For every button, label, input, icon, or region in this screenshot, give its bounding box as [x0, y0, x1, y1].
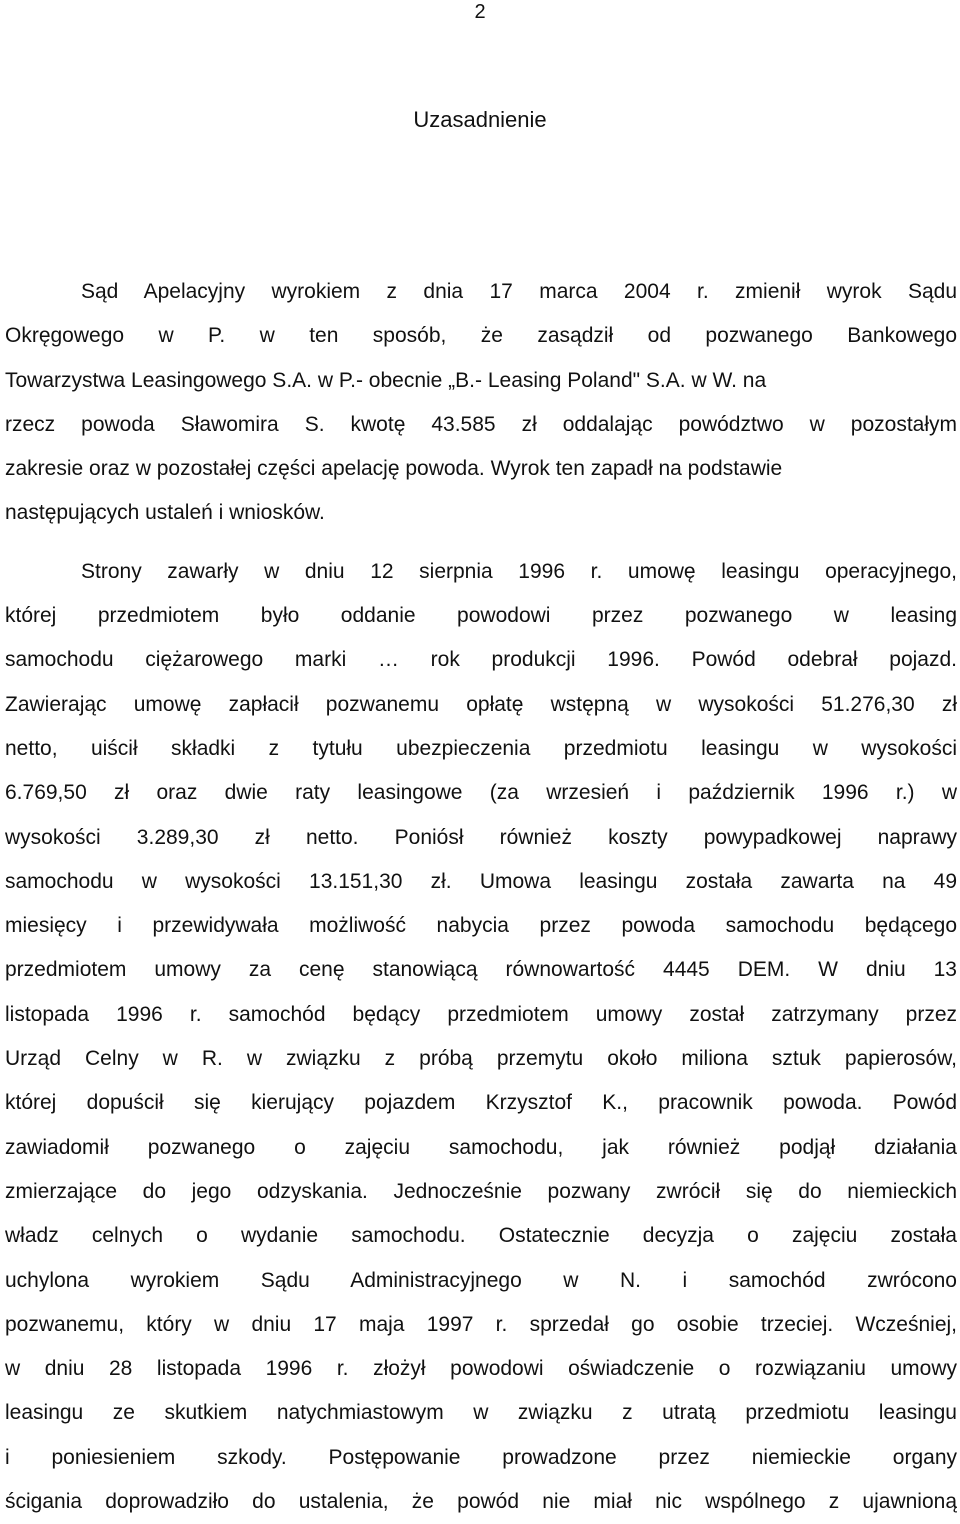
text-line: ścigania doprowadziło do ustalenia, że powód nie miał nic wspólnego z ujawnioną	[5, 1490, 957, 1514]
text-line: samochodu ciężarowego marki … rok produkcji 1996. Powód odebrał pojazd.	[5, 648, 957, 672]
text-line: samochodu w wysokości 13.151,30 zł. Umowa leasingu została zawarta na 49	[5, 869, 957, 893]
text-line: przedmiotem umowy za cenę stanowiącą równowartość 4445 DEM. W dniu 13	[5, 958, 957, 982]
text-line: w dniu 28 listopada 1996 r. złożył powodowi oświadczenie o rozwiązaniu umowy	[5, 1357, 957, 1381]
text-line: następujących ustaleń i wniosków.	[5, 501, 325, 525]
text-line: miesięcy i przewidywała możliwość nabycia przez powoda samochodu będącego	[5, 914, 957, 938]
text-line: pozwanemu, który w dniu 17 maja 1997 r. sprzedał go osobie trzeciej. Wcześniej,	[5, 1312, 957, 1336]
paragraph-2	[5, 550, 957, 1524]
text-line: Sąd Apelacyjny wyrokiem z dnia 17 marca 2004 r. zmienił wyrok Sądu	[81, 280, 957, 303]
text-line: władz celnych o wydanie samochodu. Ostatecznie decyzja o zajęciu została	[5, 1224, 957, 1248]
text-line: zawiadomił pozwanego o zajęciu samochodu, jak również podjął działania	[5, 1135, 957, 1159]
document-title: Uzasadnienie	[413, 107, 547, 132]
text-line: Towarzystwa Leasingowego S.A. w P.- obecnie „B.- Leasing Poland" S.A. w W. na	[5, 368, 767, 392]
text-line: której dopuścił się kierujący pojazdem Krzysztof K., pracownik powoda. Powód	[5, 1091, 957, 1115]
text-line: netto, uiścił składki z tytułu ubezpieczenia przedmiotu leasingu w wysokości	[5, 736, 957, 760]
document-body	[5, 270, 957, 1524]
text-line: Strony zawarły w dniu 12 sierpnia 1996 r. umowę leasingu operacyjnego,	[81, 559, 957, 583]
text-line: leasingu ze skutkiem natychmiastowym w związku z utratą przedmiotu leasingu	[5, 1401, 957, 1425]
text-line: 6.769,50 zł oraz dwie raty leasingowe (za wrzesień i październik 1996 r.) w	[5, 781, 957, 805]
text-line: Zawierając umowę zapłacił pozwanemu opłatę wstępną w wysokości 51.276,30 zł	[5, 692, 957, 716]
text-line: i poniesieniem szkody. Postępowanie prowadzone przez niemieckie organy	[5, 1445, 957, 1469]
text-line: zmierzające do jego odzyskania. Jednocześnie pozwany zwrócił się do niemieckich	[5, 1179, 957, 1203]
text-line: której przedmiotem było oddanie powodowi przez pozwanego w leasing	[5, 604, 957, 628]
text-line: wysokości 3.289,30 zł netto. Poniósł również koszty powypadkowej naprawy	[5, 825, 957, 849]
text-line: uchylona wyrokiem Sądu Administracyjnego w N. i samochód zwrócono	[5, 1268, 957, 1292]
paragraph-1	[5, 270, 957, 536]
text-line: listopada 1996 r. samochód będący przedmiotem umowy został zatrzymany przez	[5, 1002, 957, 1026]
text-line: Urząd Celny w R. w związku z próbą przemytu około miliona sztuk papierosów,	[5, 1047, 957, 1071]
text-line: Okręgowego w P. w ten sposób, że zasądził od pozwanego Bankowego	[5, 324, 957, 348]
text-line: rzecz powoda Sławomira S. kwotę 43.585 zł oddalając powództwo w pozostałym	[5, 412, 957, 436]
text-line: zakresie oraz w pozostałej części apelację powoda. Wyrok ten zapadł na podstawie	[5, 457, 783, 481]
page-number: 2	[474, 1, 486, 23]
